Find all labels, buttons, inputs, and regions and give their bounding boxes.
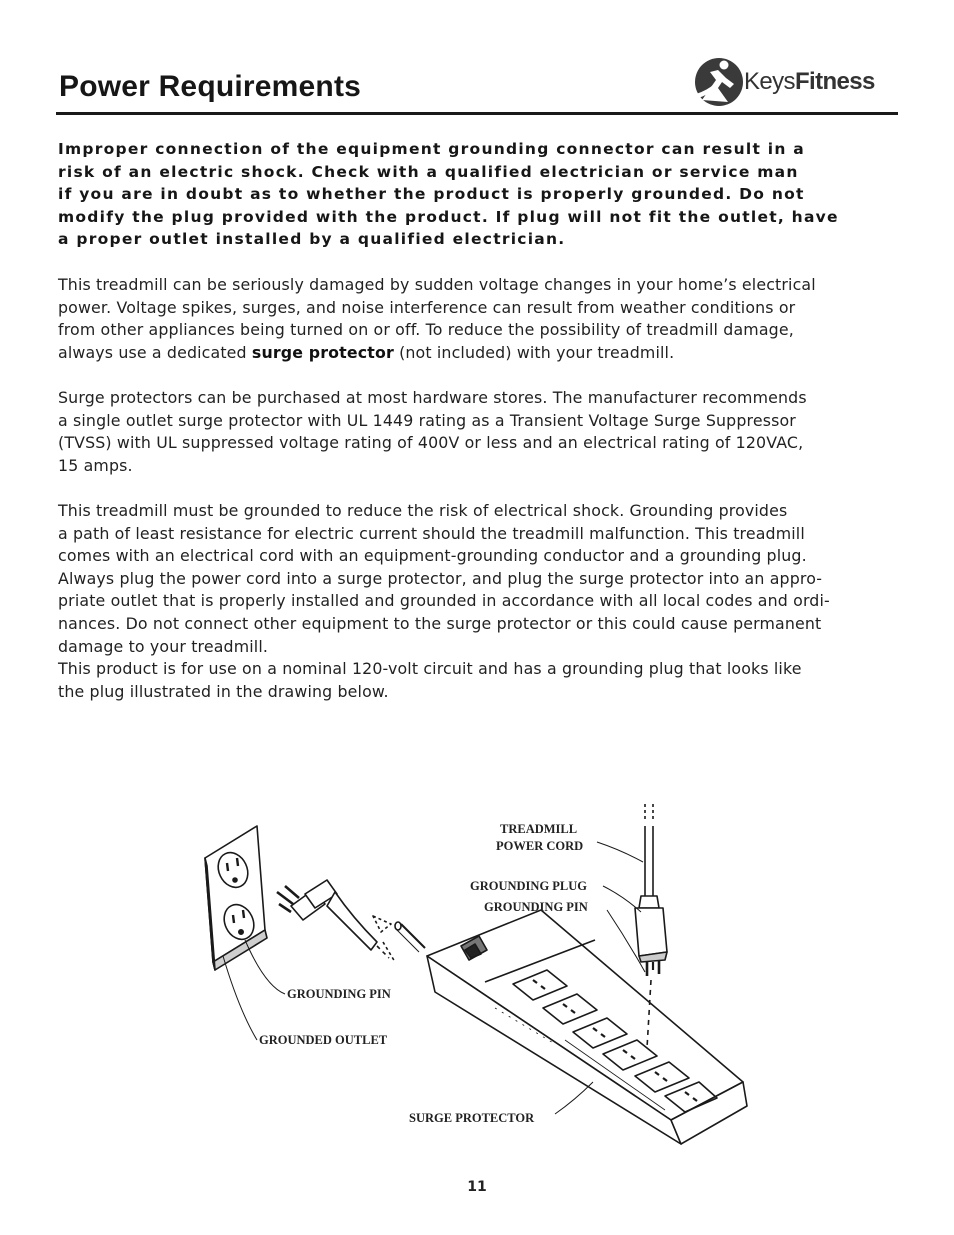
label-grounded-outlet: GROUNDED OUTLET (259, 1033, 388, 1047)
warning-line: Improper connection of the equipment grounding connector can result in a (58, 140, 805, 158)
voltage-damage-paragraph (58, 274, 908, 364)
paragraph-line: This treadmill must be grounded to reduce the risk of electrical shock. Grounding provides (58, 501, 788, 520)
paragraph-line: a single outlet surge protector with UL 1449 rating as a Transient Voltage Surge Suppressor (58, 410, 796, 430)
warning-line: risk of an electric shock. Check with a qualified electrician or service man (58, 162, 799, 181)
paragraph-line: priate outlet that is properly installed and grounded in accordance with all local codes and ordi- (58, 591, 830, 611)
paragraph-line: 15 amps. (58, 455, 133, 475)
paragraph-line: Always plug the power cord into a surge protector, and plug the surge protector into an appro- (58, 568, 823, 588)
paragraph-line: comes with an electrical cord with an equipment-grounding conductor and a grounding plug. (58, 546, 807, 566)
paragraph-line: (TVSS) with UL suppressed voltage rating of 400V or less and an electrical rating of 120VAC, (58, 433, 804, 453)
surge-protector-diagram (195, 800, 755, 1152)
grounding-warning (58, 138, 908, 251)
paragraph-line: nances. Do not connect other equipment to the surge protector or this could cause permanent (58, 613, 822, 633)
header-divider (56, 112, 898, 115)
paragraph-line: the plug illustrated in the drawing below. (58, 681, 389, 701)
surge-protector-strip (427, 910, 747, 1144)
warning-line: if you are in doubt as to whether the product is properly grounded. Do not (58, 185, 805, 204)
page-number: 11 (467, 1179, 487, 1195)
warning-line: a proper outlet installed by a qualified electrician. (58, 230, 566, 249)
label-grounding-plug: GROUNDING PLUG (470, 879, 588, 893)
label-surge-protector: SURGE PROTECTOR (409, 1111, 535, 1125)
label-grounding-pin-plug: GROUNDING PIN (484, 900, 588, 914)
paragraph-line: This product is for use on a nominal 120-volt circuit and has a grounding plug that looks like (58, 659, 802, 679)
label-grounding-pin-outlet: GROUNDING PIN (287, 987, 391, 1001)
label-power-cord: POWER CORD (496, 839, 584, 853)
surge-protector-emphasis: surge protector (251, 342, 394, 362)
paragraph-line: power. Voltage spikes, surges, and noise interference can result from weather conditions or (58, 297, 796, 317)
surge-protector-paragraph (58, 387, 908, 477)
surge-protector-plug (277, 880, 389, 958)
page-title: Power Requirements (59, 70, 362, 103)
paragraph-line: from other appliances being turned on or off. To reduce the possibility of treadmill damage, (58, 320, 794, 340)
logo-wordmark: KeysFitness (744, 68, 875, 95)
keysfitness-logo (694, 54, 904, 110)
grounding-paragraph (58, 500, 908, 703)
paragraph-line: always use a dedicated surge protector (not included) with your treadmill. (58, 342, 675, 362)
paragraph-line: Surge protectors can be purchased at most hardware stores. The manufacturer recommends (58, 388, 807, 407)
warning-line: modify the plug provided with the product. If plug will not fit the outlet, have (58, 207, 839, 226)
paragraph-line: damage to your treadmill. (58, 636, 269, 656)
running-figure-icon (694, 54, 744, 110)
paragraph-line: a path of least resistance for electric current should the treadmill malfunction. This treadmill (58, 523, 805, 543)
label-treadmill: TREADMILL (500, 822, 578, 836)
wall-outlet (205, 826, 267, 970)
paragraph-line: This treadmill can be seriously damaged by sudden voltage changes in your home’s electrical (58, 275, 816, 294)
